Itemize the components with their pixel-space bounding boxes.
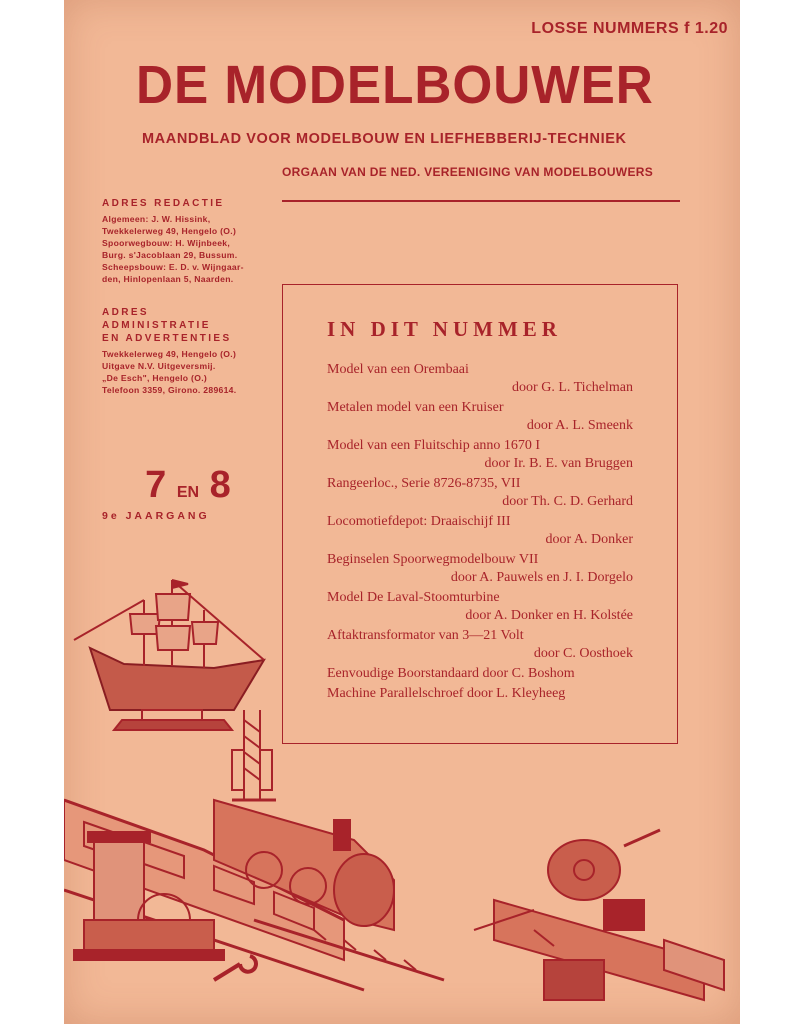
address-line: Algemeen: J. W. Hissink, <box>102 214 211 224</box>
article-author: door Th. C. D. Gerhard <box>502 494 633 509</box>
address-line: Twekkelerweg 49, Hengelo (O.) <box>102 226 237 236</box>
signal-mast-icon <box>232 710 276 800</box>
organization-line: ORGAAN VAN DE NED. VEREENIGING VAN MODELBOUWERS <box>282 165 654 179</box>
address-line: Burg. s'Jacoblaan 29, Bussum. <box>102 250 238 260</box>
magazine-cover <box>64 0 740 1024</box>
article-title: Model van een Fluitschip anno 1670 I <box>327 438 541 453</box>
article-title: Model van een Orembaai <box>327 362 469 377</box>
address-line: den, Hinlopenlaan 5, Naarden. <box>102 274 234 284</box>
article-title: Machine Parallelschroef door L. Kleyheeg <box>327 686 566 701</box>
article-title: Metalen model van een Kruiser <box>327 400 504 415</box>
article-title: Aftaktransformator van 3—21 Volt <box>327 628 524 643</box>
editorial-address <box>102 197 262 285</box>
article-author: door A. L. Smeenk <box>526 418 633 433</box>
article-title: Locomotiefdepot: Draaischijf III <box>327 514 511 529</box>
contents-item <box>327 475 633 511</box>
article-title: Rangeerloc., Serie 8726-8735, VII <box>327 476 521 491</box>
issue-number-en: EN <box>176 484 200 501</box>
issue-number-first: 7 <box>145 464 167 506</box>
article-author: door A. Pauwels en J. I. Dorgelo <box>450 570 633 585</box>
article-author: door A. Donker <box>545 532 633 547</box>
lathe-icon <box>474 830 724 1000</box>
contents-item <box>327 399 633 435</box>
contents-item <box>327 513 633 549</box>
contents-item <box>327 361 633 397</box>
article-title: Beginselen Spoorwegmodelbouw VII <box>327 552 539 567</box>
volume-label: 9e JAARGANG <box>102 510 210 522</box>
contents-heading: IN DIT NUMMER <box>327 317 562 341</box>
issue-number-second: 8 <box>209 464 231 506</box>
address-line: Twekkelerweg 49, Hengelo (O.) <box>102 349 237 359</box>
magazine-title: DE MODELBOUWER <box>136 55 654 115</box>
article-title: Model De Laval-Stoomturbine <box>327 590 500 605</box>
magazine-subtitle: MAANDBLAD VOOR MODELBOUW EN LIEFHEBBERIJ-TECHNIEK <box>142 131 627 147</box>
article-title: Eenvoudige Boorstandaard door C. Boshom <box>327 666 575 681</box>
address-line: Telefoon 3359, Girono. 289614. <box>102 385 237 395</box>
ship-model-icon <box>74 580 264 730</box>
cover-illustration <box>64 560 740 1024</box>
address-line: Uitgave N.V. Uitgeversmij. <box>102 361 216 371</box>
issue-number <box>128 464 248 507</box>
administration-address <box>102 306 262 396</box>
article-author: door A. Donker en H. Kolstée <box>465 608 633 623</box>
header-divider <box>282 200 680 202</box>
article-author: door G. L. Tichelman <box>512 380 633 395</box>
address-line: „De Esch", Hengelo (O.) <box>102 373 208 383</box>
administration-heading: EN ADVERTENTIES <box>102 333 232 344</box>
address-line: Spoorwegbouw: H. Wijnbeek, <box>102 238 231 248</box>
editorial-address-heading: ADRES REDACTIE <box>102 198 225 209</box>
article-author: door C. Oosthoek <box>533 646 633 661</box>
administration-heading: ADRES ADMINISTRATIE <box>102 307 211 331</box>
address-line: Scheepsbouw: E. D. v. Wijngaar- <box>102 262 244 272</box>
article-author: door Ir. B. E. van Bruggen <box>484 456 633 471</box>
contents-item <box>327 437 633 473</box>
price-label: LOSSE NUMMERS f 1.20 <box>531 20 728 37</box>
